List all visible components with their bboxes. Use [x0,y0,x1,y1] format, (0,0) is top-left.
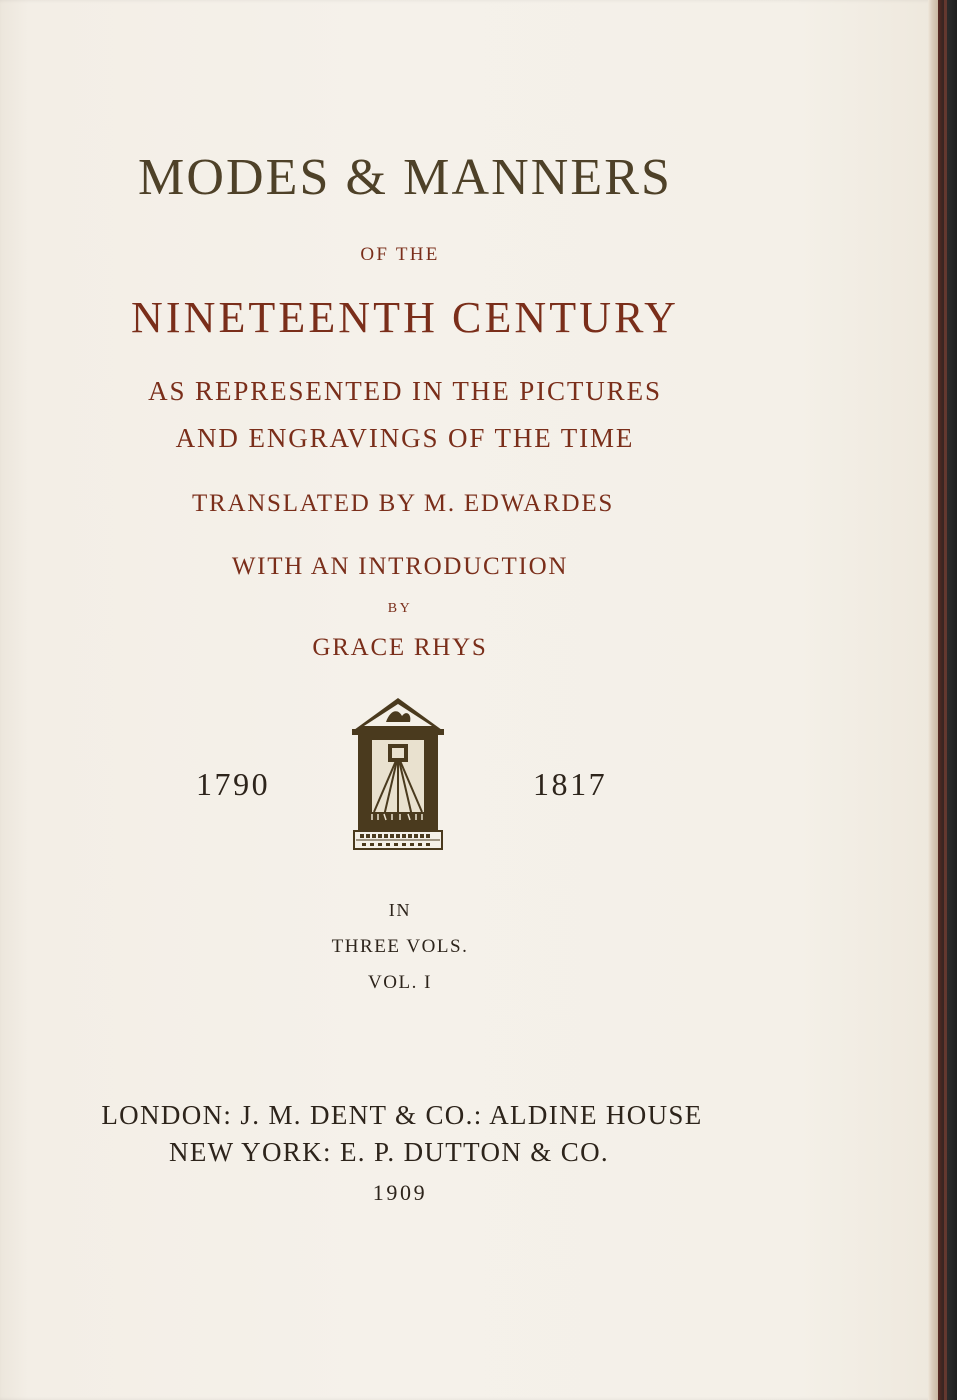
by-text: BY [387,601,413,616]
book-title-line-2: NINETEENTH CENTURY [131,293,679,342]
volume-number: VOL. I [368,972,432,993]
page-edge [928,0,938,1400]
cover-spine-highlight [944,0,947,1400]
introduction-credit: WITH AN INTRODUCTION [231,553,569,580]
subtitle-line-1: AS REPRESENTED IN THE PICTURES [148,376,662,406]
year-start: 1790 [196,766,271,802]
subtitle-line-2: AND ENGRAVINGS OF THE TIME [175,423,635,453]
introducer-name: GRACE RHYS [312,634,488,661]
publication-year: 1909 [372,1180,428,1205]
publisher-line-2: NEW YORK: E. P. DUTTON & CO. [168,1137,610,1167]
publisher-line-1: LONDON: J. M. DENT & CO.: ALDINE HOUSE [101,1100,703,1130]
book-cover-edge [938,0,957,1400]
year-end: 1817 [533,766,608,802]
volume-count: THREE VOLS. [331,936,469,957]
translator-credit: TRANSLATED BY M. EDWARDES [192,490,614,517]
book-title-line-1: MODES & MANNERS [138,149,672,206]
of-the-text: OF THE [360,244,440,265]
in-text: IN [388,900,412,920]
sundial-emblem-icon [350,696,446,852]
